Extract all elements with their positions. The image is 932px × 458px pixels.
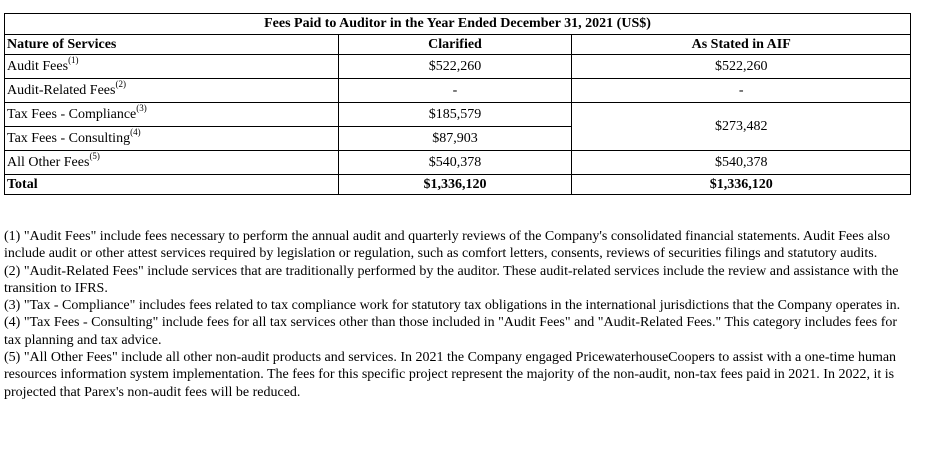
row-clarified: $87,903 — [338, 127, 572, 151]
footnote-5: (5) "All Other Fees" include all other non-audit products and services. In 2021 the Company engaged PricewaterhouseCoopers to assist with a one-time human resources information system implementation. The fees for this specific project represent the majority of the non-audit, non-tax fees paid in 2021. In 2022, it is projected that Parex's non-audit fees will be reduced. — [4, 350, 897, 400]
row-label: All Other Fees$^{(5)}$ — [5, 151, 339, 175]
row-aif: $522,260 — [572, 55, 911, 79]
footnotes — [4, 228, 909, 401]
total-clarified: $1,336,120 — [338, 175, 572, 195]
row-clarified: - — [338, 79, 572, 103]
table-header-row — [5, 35, 911, 55]
footnote-2: (2) "Audit-Related Fees" include services that are traditionally performed by the auditor. These audit-related services include the review and assistance with the transition to IFRS. — [4, 263, 899, 296]
table-row — [5, 151, 911, 175]
total-row — [5, 175, 911, 195]
row-clarified: $522,260 — [338, 55, 572, 79]
row-clarified: $540,378 — [338, 151, 572, 175]
footnote-3: (3) "Tax - Compliance" includes fees related to tax compliance work for statutory tax obligations in the international jurisdictions that the Company operates in. — [4, 298, 901, 314]
header-nature: Nature of Services — [5, 35, 339, 55]
header-aif: As Stated in AIF — [572, 35, 911, 55]
table-row — [5, 55, 911, 79]
auditor-fees-table — [4, 13, 911, 195]
table-title-row — [5, 14, 911, 35]
row-label: Audit Fees$^{(1)}$ — [5, 55, 339, 79]
table-row — [5, 79, 911, 103]
row-aif: $540,378 — [572, 151, 911, 175]
row-label: Audit-Related Fees$^{(2)}$ — [5, 79, 339, 103]
header-clarified: Clarified — [338, 35, 572, 55]
row-label: Tax Fees - Compliance$^{(3)}$ — [5, 103, 339, 127]
tax-fees-aif-combined: $273,482 — [572, 103, 911, 151]
footnote-1: (1) "Audit Fees" include fees necessary to perform the annual audit and quarterly reviews of the Company's consolidated financial statements. Audit Fees also include audit or other attest services required by legislation or regulation, such as comfort letters, consents, reviews of securities filings and statutory audits. — [4, 229, 890, 262]
row-clarified: $185,579 — [338, 103, 572, 127]
total-label: Total — [5, 175, 339, 195]
row-aif: - — [572, 79, 911, 103]
table-title: Fees Paid to Auditor in the Year Ended December 31, 2021 (US$) — [5, 14, 911, 35]
total-aif: $1,336,120 — [572, 175, 911, 195]
footnote-4: (4) "Tax Fees - Consulting" include fees for all tax services other than those included in "Audit Fees" and "Audit-Related Fees." This category includes fees for tax planning and tax advice. — [4, 315, 898, 348]
table-row — [5, 103, 911, 127]
row-label: Tax Fees - Consulting$^{(4)}$ — [5, 127, 339, 151]
